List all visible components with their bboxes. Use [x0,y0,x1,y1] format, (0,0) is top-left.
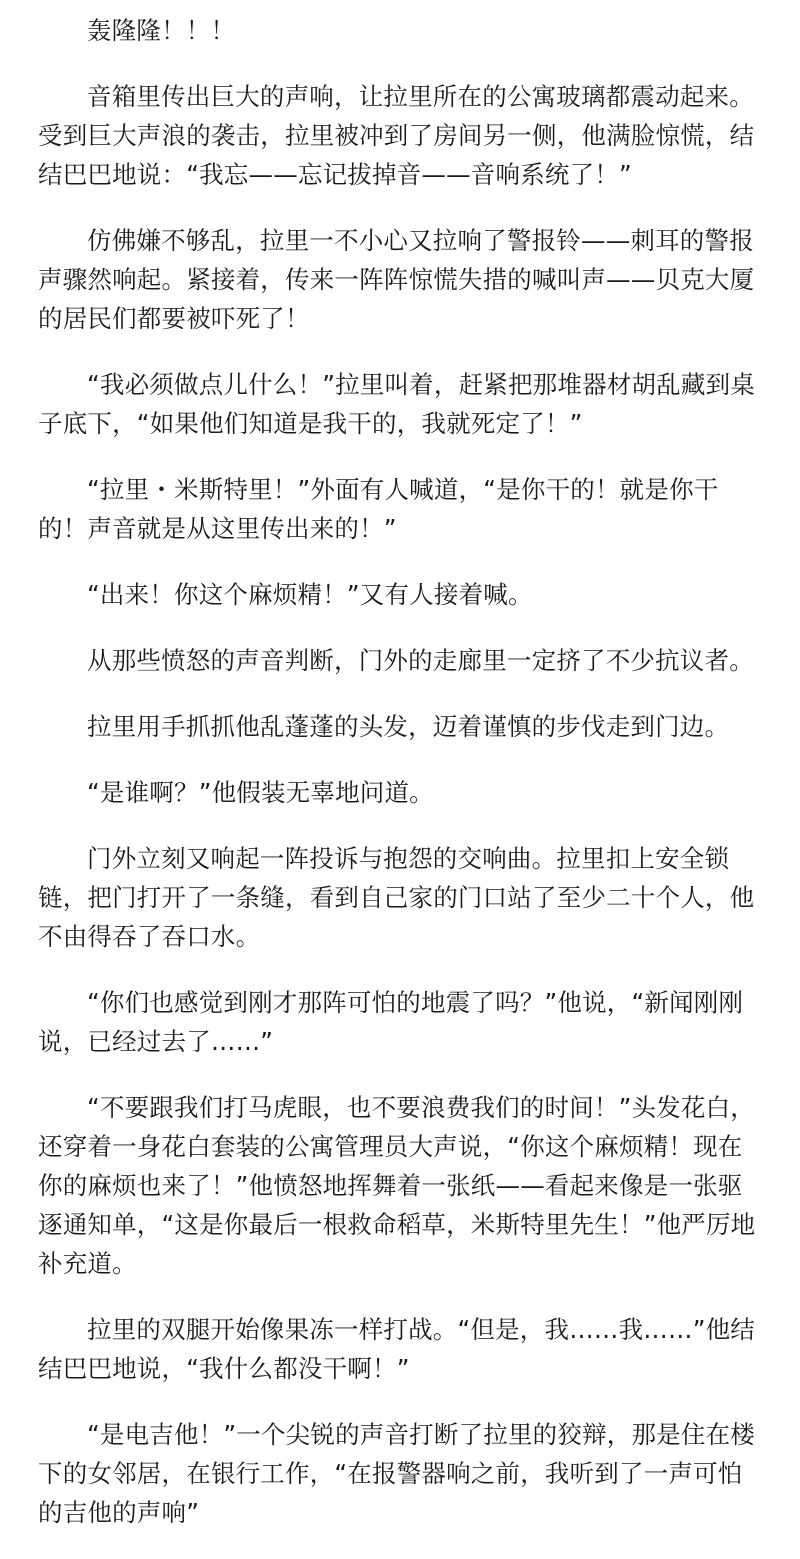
story-text [38,11,762,1559]
paragraph: 轰隆隆！！！ [87,16,236,45]
paragraph: 仿佛嫌不够乱，拉里一不小心又拉响了警报铃——刺耳的警报声骤然响起。紧接着，传来一阵阵惊慌失措的喊叫声——贝克大厦的居民们都要被吓死了！ [38,226,755,333]
paragraph: “你们也感觉到刚才那阵可怕的地震了吗？”他说，“新闻刚刚说，已经过去了……” [38,988,744,1056]
paragraph: “出来！你这个麻烦精！”又有人接着喊。 [87,580,533,609]
paragraph: “我必须做点儿什么！”拉里叫着，赶紧把那堆器材胡乱藏到桌子底下，“如果他们知道是我干的，我就死定了！” [38,370,755,438]
paragraph: “不要跟我们打马虎眼，也不要浪费我们的时间！”头发花白，还穿着一身花白套装的公寓管理员大声说，“你这个麻烦精！现在你的麻烦也来了！”他愤怒地挥舞着一张纸——看起来像是一张驱逐通知单，“这是你最后一根救命稻草，米斯特里先生！”他严厉地补充道。 [38,1093,756,1278]
paragraph: 门外立刻又响起一阵投诉与抱怨的交响曲。拉里扣上安全锁链，把门打开了一条缝，看到自己家的门口站了至少二十个人，他不由得吞了吞口水。 [38,844,755,951]
paragraph: 拉里的双腿开始像果冻一样打战。“但是，我……我……”他结结巴巴地说，“我什么都没干啊！” [38,1315,755,1383]
paragraph: “是谁啊？”他假装无辜地问道。 [87,778,434,807]
paragraph: “拉里・米斯特里！”外面有人喊道，“是你干的！就是你干的！声音就是从这里传出来的！” [38,475,719,543]
paragraph: “是电吉他！”一个尖锐的声音打断了拉里的狡辩，那是住在楼下的女邻居，在银行工作，“在报警器响之前，我听到了一声可怕的吉他的声响” [38,1420,755,1527]
paragraph: 从那些愤怒的声音判断，门外的走廊里一定挤了不少抗议者。 [87,646,754,675]
paragraph: 拉里用手抓抓他乱蓬蓬的头发，迈着谨慎的步伐走到门边。 [87,712,730,741]
paragraph: 音箱里传出巨大的声响，让拉里所在的公寓玻璃都震动起来。受到巨大声浪的袭击，拉里被冲到了房间另一侧，他满脸惊慌，结结巴巴地说：“我忘——忘记拔掉音——音响系统了！” [38,82,755,189]
